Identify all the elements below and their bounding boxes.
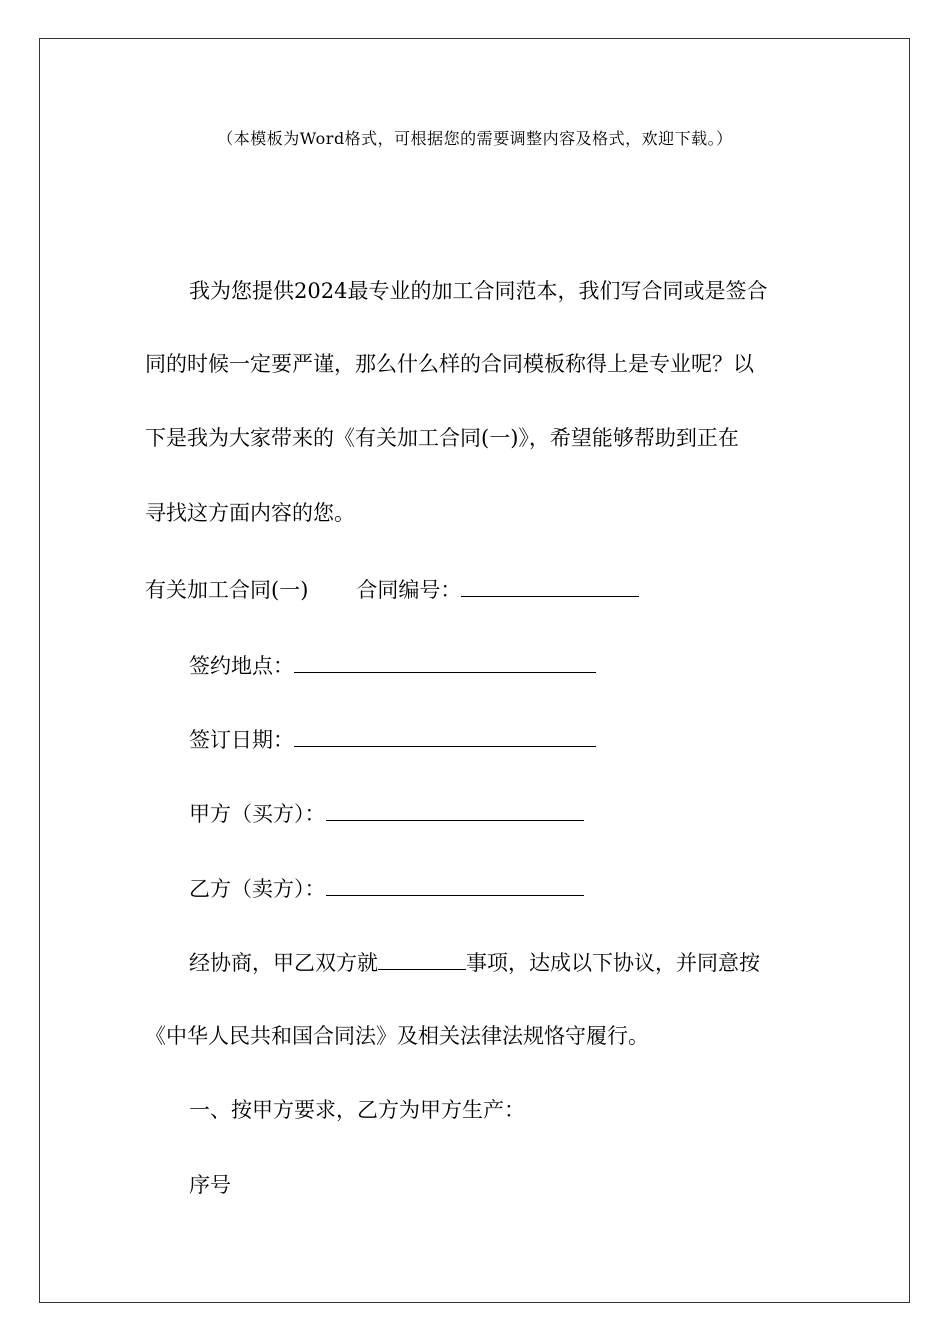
intro-line-3: 下是我为大家带来的《有关加工合同(一)》，希望能够帮助到正在 [145, 426, 739, 450]
intro-line-1: 我为您提供2024最专业的加工合同范本，我们写合同或是签合 [189, 279, 768, 303]
sign-date-blank [294, 724, 596, 747]
sign-date-row [189, 724, 596, 754]
contract-title-row [145, 574, 639, 604]
party-a-row [189, 798, 584, 828]
agreement-line-2: 《中华人民共和国合同法》及相关法律法规恪守履行。 [145, 1024, 649, 1048]
agreement-line-1 [189, 947, 760, 977]
agreement-text-part-2: 事项，达成以下协议，并同意按 [466, 951, 760, 975]
sign-date-label: 签订日期： [189, 728, 294, 752]
template-note: （本模板为Word格式，可根据您的需要调整内容及格式，欢迎下载。） [217, 129, 733, 148]
party-b-row [189, 873, 584, 903]
intro-line-4: 寻找这方面内容的您。 [145, 501, 355, 525]
party-b-label: 乙方（卖方）： [189, 877, 326, 901]
sign-place-label: 签约地点： [189, 654, 294, 678]
table-header-serial: 序号 [189, 1173, 231, 1197]
party-a-label: 甲方（买方）： [189, 802, 326, 826]
matter-blank [378, 947, 466, 970]
clause-1: 一、按甲方要求，乙方为甲方生产： [189, 1098, 525, 1122]
party-a-blank [326, 798, 584, 821]
contract-title: 有关加工合同(一) [145, 578, 309, 602]
contract-number-label: 合同编号： [356, 578, 462, 602]
party-b-blank [326, 873, 584, 896]
sign-place-blank [294, 650, 596, 673]
intro-line-2: 同的时候一定要严谨，那么什么样的合同模板称得上是专业呢？以 [145, 352, 754, 376]
agreement-text-part-1: 经协商，甲乙双方就 [189, 951, 378, 975]
contract-number-blank [461, 574, 639, 597]
sign-place-row [189, 650, 596, 680]
